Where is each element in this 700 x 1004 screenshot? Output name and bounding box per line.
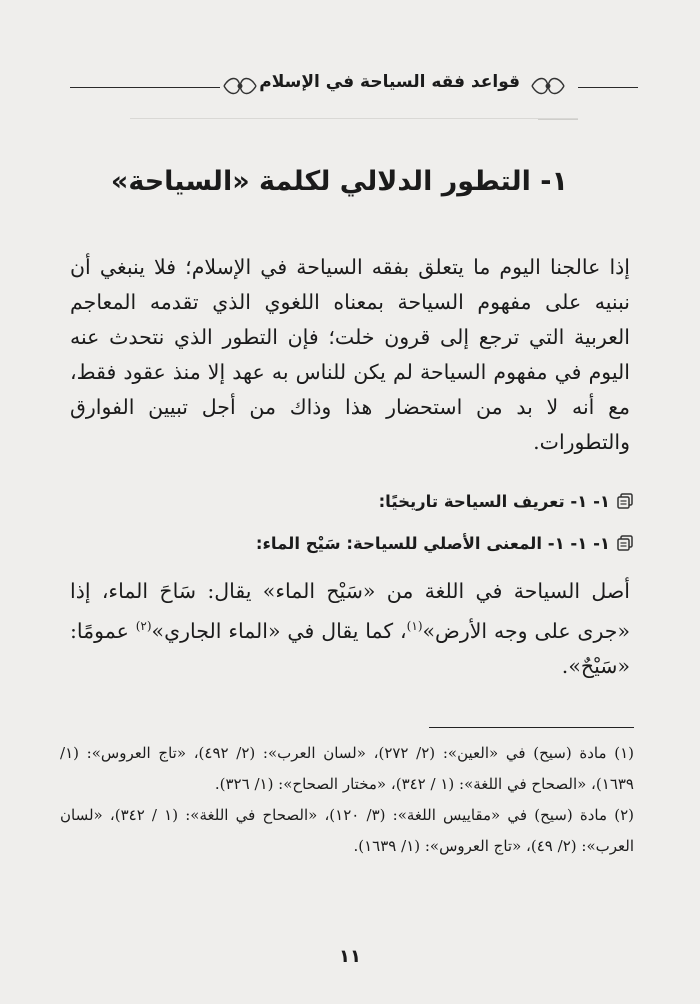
page-number: ١١: [339, 946, 361, 967]
footnotes: [60, 738, 634, 862]
chapter-title: ١- التطور الدلالي لكلمة «السياحة»: [110, 166, 568, 197]
running-header: [70, 70, 638, 104]
floral-ornament-icon: [528, 74, 568, 98]
running-title: قواعد فقه السياحة في الإسلام: [259, 72, 520, 92]
footnote-ref-2[interactable]: (٢): [135, 619, 152, 633]
header-rule-left: [70, 87, 220, 88]
footnote-ref-1[interactable]: (١): [406, 619, 423, 633]
origin-paragraph: [70, 574, 630, 684]
subsection-heading-text: ١- ١- ١- المعنى الأصلي للسياحة: سَيْح الماء:: [255, 533, 610, 553]
intro-paragraph: إذا عالجنا اليوم ما يتعلق بفقه السياحة في الإسلام؛ فلا ينبغي أن نبنيه على مفهوم السياحة بمعناه اللغوي الذي تقدمه المعاجم العربية التي ترجع إلى قرون خلت؛ فإن التطور الذي نتحدث عنه اليوم في مفهوم السياحة لم يكن للناس به عهد إلا منذ عقود فقط، مع أنه لا بد من استحضار هذا وذاك من أجل تبيين الفوارق والتطورات.: [70, 255, 630, 454]
footnote-separator: [429, 727, 634, 728]
floral-ornament-icon: [220, 74, 260, 98]
origin-text-part3: عمومًا: «سَيْحٌ».: [70, 618, 630, 678]
copy-icon: [616, 534, 634, 552]
section-heading: [70, 486, 634, 516]
footnote-1: (١) مادة (سيح) في «العين»: (٢/ ٢٧٢)، «لسان العرب»: (٢/ ٤٩٢)، «تاج العروس»: (١/ ١٦٣٩)، «الصحاح في اللغة»: (١ / ٣٤٢)، «مختار الصحاح»: (١/ ٣٢٦).: [60, 744, 634, 793]
decorative-frame: [130, 118, 578, 159]
footnote-2: (٢) مادة (سيح) في «مقاييس اللغة»: (٣/ ١٢٠)، «الصحاح في اللغة»: (١ / ٣٤٢)، «لسان العرب»: (٢/ ٤٩)، «تاج العروس»: (١/ ١٦٣٩).: [60, 806, 634, 855]
copy-icon: [616, 492, 634, 510]
origin-text-part1: أصل السياحة في اللغة من «سَيْح الماء» يقال: سَاحَ الماء، إذا «جرى على وجه الأرض»: [70, 579, 631, 643]
section-heading-text: ١- ١- تعريف السياحة تاريخيًا:: [378, 491, 610, 511]
header-rule-right: [578, 87, 638, 88]
origin-text-part2: ، كما يقال في «الماء الجاري»: [151, 618, 407, 643]
subsection-heading: [70, 528, 634, 558]
